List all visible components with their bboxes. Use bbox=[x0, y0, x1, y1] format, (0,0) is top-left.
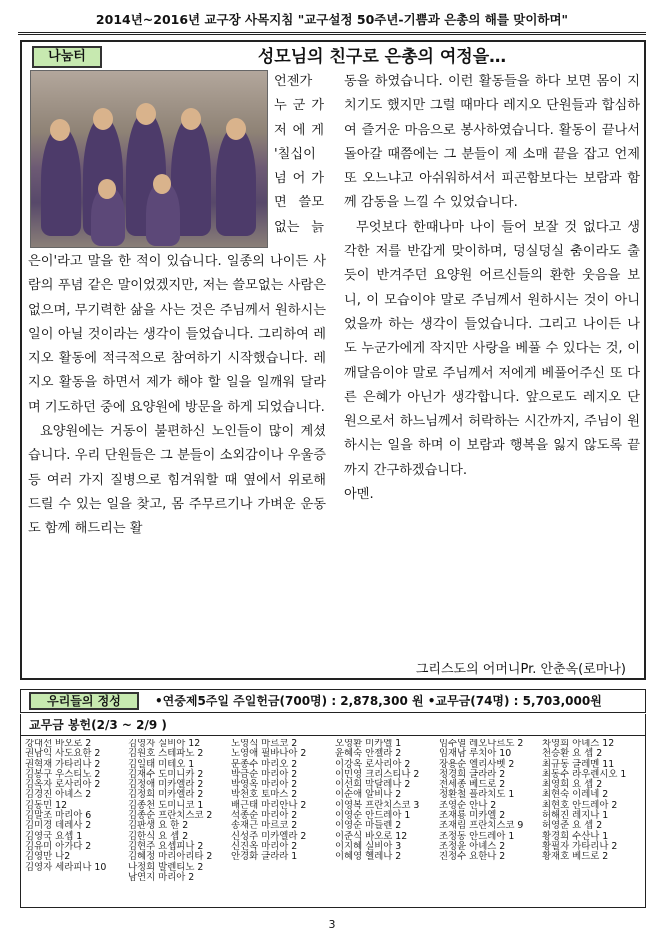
name-entry: 천승환 요 셉 2 bbox=[542, 748, 603, 760]
text-line: '칠십이 bbox=[274, 146, 316, 162]
col2-paragraph-1: 동을 하였습니다. 이런 활동들을 하다 보면 몸이 지치기도 했지만 그럴 때마다 레지오 단원들과 합심하여 즐거운 마음으로 봉사하였습니다. 활동이 끝나서 돌아갈 때쯤에는 그 분들이 제 소매 끝을 잡고 언제 또 오느냐고 아쉬워하셔서 피곤함보다는 보람과 함께 감동을 느낄 수 있었습니다. bbox=[344, 74, 640, 211]
name-entry: 임재남 루치아 10 bbox=[439, 748, 512, 760]
name-entry: 김종순 프란치스코 2 bbox=[128, 810, 213, 822]
name-entry: 김판생 요 한 2 bbox=[128, 820, 189, 832]
name-entry: 윤혜숙 안젤라 2 bbox=[335, 748, 402, 760]
name-entry: 박천호 토마스 2 bbox=[231, 789, 298, 801]
name-entry: 조재림 프란치스코 9 bbox=[439, 820, 524, 832]
name-entry: 배근태 마리안나 2 bbox=[231, 799, 307, 811]
name-entry: 김현주 요셉피나 2 bbox=[128, 840, 204, 852]
name-entry: 강대선 바오로 2 bbox=[25, 739, 92, 749]
col1-beside-photo bbox=[274, 70, 324, 240]
name-entry: 노영애 필바나아 2 bbox=[231, 748, 307, 760]
col1-paragraph-1: 은이'라고 말을 한 적이 있습니다. 일종의 나이든 사람의 푸념 같은 말이었겠지만, 저는 쓸모없는 사람은 없으며, 무기력한 삶을 사는 것은 주님께서 원하시는 일이 아닐 것이라는 생각이 들었습니다. 그리하여 레지오 활동에 적극적으로 참여하기 시작했습니다. 레지오 활동을 하면서 제가 해야 할 일을 일깨워 달라며 기도하던 중에 요양원에 방문을 하게 되었습니다. bbox=[28, 254, 326, 415]
name-entry: 김한식 요 셉 2 bbox=[128, 830, 189, 842]
text-line: 없는 늙 bbox=[274, 219, 324, 235]
name-entry: 신성주 미카엘라 2 bbox=[231, 830, 307, 842]
name-entry: 신진옥 마리아 2 bbox=[231, 840, 298, 852]
name-entry: 임수열 레오나르도 2 bbox=[439, 739, 524, 749]
donation-bar bbox=[20, 689, 646, 713]
name-entry: 김봉구 우스티노 2 bbox=[25, 768, 101, 780]
name-entry: 황재호 베드로 2 bbox=[542, 851, 609, 863]
name-entry: 남연지 마리아 2 bbox=[128, 871, 195, 883]
text-line: 누 군 가 bbox=[274, 98, 324, 114]
name-entry: 김영자 실비아 12 bbox=[128, 739, 201, 749]
name-entry: 권혁재 가타리나 2 bbox=[25, 758, 101, 770]
name-entry: 이강옥 로사리아 2 bbox=[335, 758, 411, 770]
name-entry: 김미경 데레사 2 bbox=[25, 820, 92, 832]
name-entry: 최동수 라우렌시오 1 bbox=[542, 768, 627, 780]
name-entry: 김영국 요셉 1 bbox=[25, 830, 83, 842]
name-entry: 정환철 플라치도 1 bbox=[439, 789, 515, 801]
name-entry: 전세종 베드로 2 bbox=[439, 779, 506, 791]
name-entry: 박영옥 마리아 2 bbox=[231, 779, 298, 791]
name-entry: 차영희 아녜스 12 bbox=[542, 739, 615, 749]
name-entry: 김정애 미카엘라 2 bbox=[128, 779, 204, 791]
name-entry: 이영순 안드레아 1 bbox=[335, 810, 411, 822]
name-entry: 김유미 아가다 2 bbox=[25, 840, 92, 852]
name-entry: 조영순 안나 2 bbox=[439, 799, 497, 811]
name-entry: 이영복 프란치스코 3 bbox=[335, 799, 420, 811]
author-signature: 그리스도의 어머니Pr. 안춘옥(로마나) bbox=[415, 662, 626, 677]
text-line: 언젠가 bbox=[274, 74, 313, 89]
name-entry: 조정동 안드레아 1 bbox=[439, 830, 515, 842]
name-entry: 정경희 글라라 2 bbox=[439, 768, 506, 780]
name-column bbox=[25, 739, 125, 873]
name-entry: 나정희 발렌티노 2 bbox=[128, 861, 204, 873]
name-column bbox=[439, 739, 539, 863]
article-title: 성모님의 친구로 은총의 여정을… bbox=[257, 47, 507, 67]
donation-tag: 우리들의 정성 bbox=[29, 692, 139, 710]
name-entry: 오영환 미카엘 1 bbox=[335, 739, 402, 749]
text-line: 저 에 게 bbox=[274, 122, 324, 138]
name-entry: 김영만 나2 bbox=[25, 851, 71, 863]
name-entry: 조정윤 아녜스 2 bbox=[439, 840, 506, 852]
name-entry: 허영준 요 셉 2 bbox=[542, 820, 603, 832]
name-entry: 김동민 12 bbox=[25, 799, 68, 811]
section-tag: 나눔터 bbox=[32, 46, 102, 68]
name-entry: 이준식 바오로 12 bbox=[335, 830, 408, 842]
dues-list-heading: 교무금 봉헌(2/3 ~ 2/9 ) bbox=[20, 714, 646, 736]
donation-summary: •연중제5주일 주일헌금(700명) : 2,878,300 원 •교무금(74명) : 5,703,000원 bbox=[155, 694, 602, 708]
name-entry: 김경진 아녜스 2 bbox=[25, 789, 92, 801]
name-column bbox=[542, 739, 642, 863]
col1-paragraph-2: 요양원에는 거동이 불편하신 노인들이 많이 계셨습니다. 우리 단원들은 그 분들이 소외감이나 우울증 등 여러 가지 질병으로 힘겨워할 때 옆에서 위로해 드릴 수 있는 일을 찾고, 몸 주무르기나 가벼운 운동도 함께 해드리는 활 bbox=[28, 424, 326, 537]
name-entry: 최현호 안드레아 2 bbox=[542, 799, 618, 811]
name-entry: 이지혜 실비아 3 bbox=[335, 840, 402, 852]
name-entry: 진정수 요한나 2 bbox=[439, 851, 506, 863]
col1-body bbox=[28, 250, 326, 542]
name-entry: 이선희 막달레나 2 bbox=[335, 779, 411, 791]
name-entry: 조재룡 미카엘 2 bbox=[439, 810, 506, 822]
page-number: 3 bbox=[328, 918, 336, 931]
name-entry: 문종수 마리오 2 bbox=[231, 758, 298, 770]
text-line: 면 쓸모 bbox=[274, 195, 324, 211]
name-entry: 황필자 가타리나 2 bbox=[542, 840, 618, 852]
name-entry: 이혜영 헬레나 2 bbox=[335, 851, 402, 863]
name-entry: 김원호 스테파노 2 bbox=[128, 748, 204, 760]
name-column bbox=[335, 739, 435, 863]
text-line: 넘 어 가 bbox=[274, 171, 324, 187]
page-header: 2014년~2016년 교구장 사목지침 "교구설정 50주년-기쁨과 은총의 해를 맞이하며" bbox=[18, 8, 646, 35]
name-entry: 장용순 엘리사벳 2 bbox=[439, 758, 515, 770]
name-entry: 노영식 마르코 2 bbox=[231, 739, 298, 749]
name-entry: 석종순 마리아 2 bbox=[231, 810, 298, 822]
name-entry: 황경희 수산나 1 bbox=[542, 830, 609, 842]
name-entry: 김혜정 마리아리타 2 bbox=[128, 851, 213, 863]
name-entry: 이민영 크리스티나 2 bbox=[335, 768, 420, 780]
dues-name-list bbox=[20, 736, 646, 908]
name-entry: 김종천 도미니코 1 bbox=[128, 799, 204, 811]
name-entry: 송재근 마르코 2 bbox=[231, 820, 298, 832]
name-entry: 박금순 마리아 2 bbox=[231, 768, 298, 780]
name-entry: 허해진 레지나 1 bbox=[542, 810, 609, 822]
col2-amen: 아멘. bbox=[344, 487, 374, 503]
name-entry: 이영순 마들렌 2 bbox=[335, 820, 402, 832]
name-column bbox=[128, 739, 228, 883]
name-entry: 최현숙 이레네 2 bbox=[542, 789, 609, 801]
name-entry: 최영희 요 셉 2 bbox=[542, 779, 603, 791]
name-entry: 김말조 마리아 6 bbox=[25, 810, 92, 822]
name-entry: 김정희 미카엘라 2 bbox=[128, 789, 204, 801]
name-entry: 안경화 글라라 1 bbox=[231, 851, 298, 863]
group-photo bbox=[30, 70, 268, 248]
name-entry: 이순애 알비나 2 bbox=[335, 789, 402, 801]
name-entry: 권남익 사도요한 2 bbox=[25, 748, 101, 760]
name-entry: 김일태 미테오 1 bbox=[128, 758, 195, 770]
name-column bbox=[231, 739, 331, 863]
col2-paragraph-2: 무엇보다 한때나마 나이 들어 보잘 것 없다고 생각한 저를 반갑게 맞이하며, 덩실덩실 춤이라도 출 듯이 반겨주던 요양원 어르신들의 환한 웃음을 보니, 이 모습이야 말로 주님께서 원하시는 것이 아니었을까 하는 생각이 들었습니다. 그리고 나이든 나도 누군가에게 작지만 사랑을 베풀 수 있다는 것, 이 깨달음이야 말로 주님께서 저에게 베풀어주신 또 다른 은혜가 아닌가 생각합니다. 앞으로도 레지오 단원으로서 하느님께서 허락하는 시간까지, 주님이 원하시는 일을 하며 이 보람과 행복을 잃지 않도록 끝까지 간구하겠습니다. bbox=[344, 219, 640, 478]
name-entry: 최규동 글레멘 11 bbox=[542, 758, 615, 770]
article-frame bbox=[20, 40, 646, 680]
name-entry: 김옥자 로사리아 2 bbox=[25, 779, 101, 791]
name-entry: 김재수 도미니카 2 bbox=[128, 768, 204, 780]
col2-body bbox=[344, 70, 640, 507]
name-entry: 김영자 세라피나 10 bbox=[25, 861, 107, 873]
